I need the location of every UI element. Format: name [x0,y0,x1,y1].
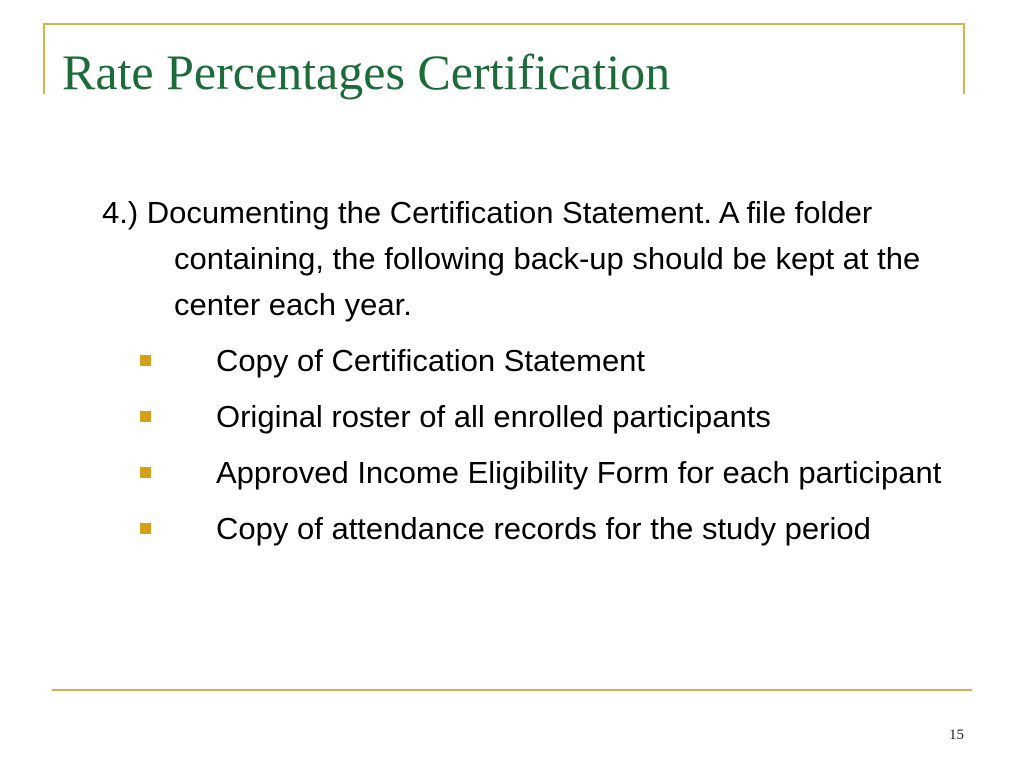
lead-paragraph: 4.) Documenting the Certification Statement. A file folder containing, the following back-up should be kept at the center each year. [102,195,921,322]
title-frame-left-rule [43,23,45,94]
bullet-item [102,450,962,496]
title-frame-top-rule [43,23,965,25]
page-number: 15 [949,727,964,743]
bullet-item [102,506,962,552]
bullet-list [102,338,962,552]
square-bullet-icon [140,355,151,366]
bullet-text: Approved Income Eligibility Form for each participant [216,455,942,490]
bullet-text: Copy of Certification Statement [216,343,646,378]
bullet-text: Original roster of all enrolled participants [216,399,771,434]
bullet-item [102,394,962,440]
bullet-item [102,338,962,384]
square-bullet-icon [140,523,151,534]
bullet-text: Copy of attendance records for the study period [216,511,871,546]
slide-title: Rate Percentages Certification [62,44,671,100]
slide-body [102,190,962,552]
square-bullet-icon [140,411,151,422]
footer-rule [52,689,972,691]
title-frame-right-rule [963,23,965,94]
square-bullet-icon [140,467,151,478]
